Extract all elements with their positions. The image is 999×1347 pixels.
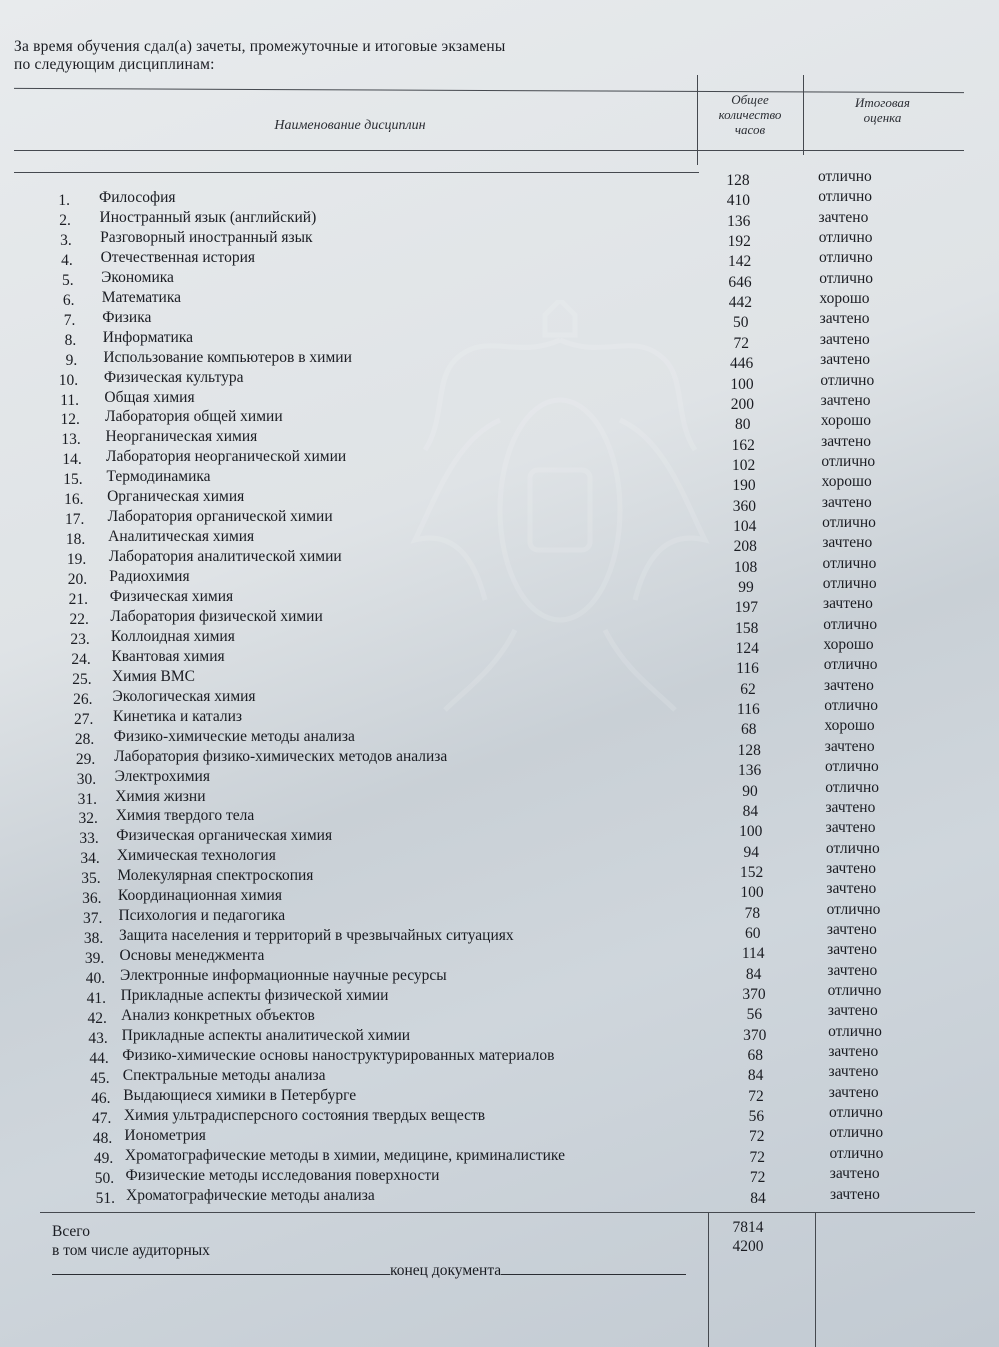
discipline-hours: 78	[744, 904, 761, 922]
table-header-bottom-border	[14, 150, 964, 151]
column-divider-1-bottom	[708, 1212, 709, 1347]
discipline-hours: 102	[731, 456, 756, 474]
discipline-hours: 72	[748, 1087, 764, 1105]
discipline-grade: отлично	[823, 615, 878, 633]
discipline-hours: 100	[740, 884, 764, 902]
discipline-name: Экологическая химия	[112, 687, 256, 705]
row-number: 41.	[86, 990, 106, 1007]
row-number: 4.	[61, 251, 73, 269]
discipline-hours: 80	[735, 416, 751, 434]
table-body-top-border	[14, 172, 699, 173]
discipline-name: Прикладные аспекты аналитической химии	[121, 1026, 411, 1044]
row-number: 11.	[60, 391, 79, 409]
discipline-name: Отечественная история	[100, 248, 256, 266]
discipline-name: Квантовая химия	[111, 647, 225, 665]
discipline-grade: отлично	[820, 371, 875, 389]
total-label: Всего	[52, 1223, 91, 1240]
discipline-hours: 116	[737, 701, 760, 719]
discipline-hours: 114	[741, 945, 765, 963]
discipline-name: Химия жизни	[115, 787, 206, 805]
discipline-name: Физико-химические методы анализа	[113, 727, 355, 745]
discipline-grade: зачтено	[819, 310, 870, 328]
row-number: 42.	[87, 1009, 107, 1027]
row-number: 12.	[60, 411, 80, 429]
row-number: 39.	[84, 950, 105, 968]
discipline-hours: 208	[733, 538, 757, 556]
end-line-dash-left	[52, 1274, 390, 1275]
discipline-hours: 442	[728, 294, 753, 312]
discipline-hours: 68	[741, 721, 757, 739]
column-header-hours-line-1: Общее	[731, 92, 769, 107]
table-top-border	[14, 88, 964, 93]
column-divider-1-top	[697, 75, 698, 165]
discipline-hours: 190	[732, 477, 756, 495]
discipline-name: Физическая органическая химия	[116, 827, 333, 845]
discipline-name: Органическая химия	[107, 488, 245, 506]
discipline-grade: отлично	[819, 269, 873, 287]
discipline-name: Физическая химия	[109, 588, 234, 605]
discipline-hours: 56	[748, 1108, 765, 1126]
discipline-name: Выдающиеся химики в Петербурге	[123, 1086, 357, 1104]
row-number: 17.	[65, 511, 85, 529]
row-number: 16.	[64, 491, 84, 509]
discipline-name: Физические методы исследования поверхности	[125, 1166, 440, 1184]
row-number: 18.	[65, 531, 86, 549]
column-header-name: Наименование дисциплин	[274, 118, 426, 133]
table-totals-top-border	[40, 1212, 975, 1213]
discipline-grade: отлично	[822, 575, 877, 592]
row-number: 13.	[61, 431, 81, 449]
discipline-hours: 99	[738, 579, 754, 596]
discipline-hours: 94	[743, 843, 759, 861]
discipline-grade: зачтено	[822, 534, 873, 552]
discipline-hours: 60	[745, 924, 761, 942]
discipline-hours: 128	[737, 741, 761, 759]
discipline-hours: 152	[739, 863, 764, 881]
discipline-hours: 84	[747, 1067, 764, 1085]
column-divider-2-bottom	[815, 1212, 816, 1347]
row-number: 51.	[95, 1189, 115, 1207]
discipline-name: Физика	[102, 308, 152, 326]
row-number: 37.	[83, 910, 103, 928]
row-number: 2.	[59, 211, 71, 229]
discipline-hours: 108	[733, 558, 758, 576]
end-line-dash-right	[501, 1274, 686, 1275]
discipline-name: Информатика	[102, 328, 193, 346]
row-number: 15.	[63, 471, 83, 489]
discipline-grade: отлично	[825, 839, 880, 857]
discipline-name: Химия ультрадисперсного состояния твердых веществ	[123, 1106, 486, 1124]
discipline-grade: отлично	[818, 229, 873, 247]
column-header-grade-line-1: Итоговая	[855, 95, 910, 110]
discipline-name: Анализ конкретных объектов	[121, 1006, 315, 1024]
discipline-grade: отлично	[818, 168, 872, 185]
discipline-hours: 136	[737, 762, 762, 780]
discipline-grade: хорошо	[824, 717, 875, 735]
discipline-grade: зачтено	[827, 1002, 878, 1020]
discipline-name: Химическая технология	[116, 847, 276, 865]
column-header-grade-line-2: оценка	[863, 110, 902, 125]
discipline-name: Координационная химия	[117, 887, 282, 905]
discipline-hours: 84	[745, 965, 762, 983]
discipline-grade: зачтено	[828, 1063, 879, 1081]
discipline-hours: 446	[729, 355, 754, 373]
discipline-grade: отлично	[821, 452, 876, 470]
discipline-grade: хорошо	[823, 636, 874, 654]
discipline-grade: хорошо	[821, 473, 872, 491]
row-number: 38.	[83, 930, 104, 948]
row-number: 31.	[77, 790, 97, 808]
row-number: 20.	[67, 571, 88, 589]
discipline-grade: зачтено	[824, 676, 874, 694]
discipline-name: Спектральные методы анализа	[122, 1066, 326, 1084]
discipline-grade: отлично	[829, 1124, 884, 1142]
row-number: 26.	[73, 690, 93, 708]
row-number: 23.	[70, 630, 90, 648]
discipline-grade: хорошо	[820, 412, 871, 430]
row-number: 48.	[92, 1129, 113, 1147]
classroom-label: в том числе аудиторных	[52, 1242, 210, 1259]
discipline-grade: зачтено	[825, 819, 876, 837]
discipline-hours: 136	[727, 212, 751, 230]
discipline-name: Использование компьютеров в химии	[103, 348, 352, 366]
discipline-hours: 72	[749, 1128, 765, 1146]
discipline-hours: 158	[735, 619, 759, 637]
discipline-grade: зачтено	[830, 1185, 880, 1203]
discipline-hours: 72	[733, 334, 749, 352]
column-header-hours-line-2: количество	[718, 107, 782, 122]
row-number: 8.	[64, 331, 77, 349]
discipline-name: Лаборатория общей химии	[104, 408, 283, 426]
row-number: 32.	[78, 810, 98, 828]
discipline-name: Основы менеджмента	[119, 947, 265, 965]
end-of-document-line	[52, 1262, 686, 1280]
discipline-grade: зачтено	[824, 737, 875, 755]
discipline-hours: 192	[727, 233, 751, 251]
discipline-name: Аналитическая химия	[108, 528, 255, 546]
discipline-hours: 370	[743, 1026, 767, 1044]
discipline-name: Лаборатория органической химии	[107, 508, 333, 526]
discipline-hours: 142	[727, 253, 752, 271]
row-number: 44.	[89, 1049, 109, 1067]
row-number: 45.	[90, 1069, 110, 1087]
row-number: 29.	[75, 750, 96, 768]
discipline-name: Экономика	[101, 268, 174, 286]
classroom-hours: 4200	[732, 1238, 764, 1255]
row-number: 33.	[79, 830, 99, 848]
row-number: 21.	[68, 591, 88, 608]
row-number: 27.	[74, 710, 94, 728]
row-number: 9.	[65, 351, 78, 369]
discipline-name: Хроматографические методы в химии, медицине, криминалистике	[124, 1146, 565, 1164]
discipline-grade: отлично	[822, 554, 877, 572]
discipline-name: Кинетика и катализ	[113, 707, 243, 725]
discipline-name: Электрохимия	[114, 767, 210, 785]
discipline-hours: 84	[750, 1189, 766, 1207]
discipline-hours: 128	[726, 172, 750, 189]
discipline-name: Иностранный язык (английский)	[99, 208, 317, 226]
discipline-name: Химия ВМС	[111, 667, 196, 685]
discipline-name: Психология и педагогика	[118, 907, 286, 925]
discipline-hours: 84	[742, 802, 759, 820]
discipline-grade: отлично	[829, 1144, 884, 1162]
discipline-grade: отлично	[823, 656, 878, 674]
discipline-name: Радиохимия	[109, 568, 190, 586]
row-number: 28.	[74, 730, 95, 748]
row-number: 6.	[62, 291, 75, 309]
row-number: 14.	[62, 451, 82, 469]
total-hours: 7814	[732, 1219, 764, 1236]
discipline-name: Математика	[101, 288, 182, 306]
discipline-grade: отлично	[824, 697, 879, 715]
row-number: 35.	[81, 870, 101, 888]
discipline-hours: 410	[726, 192, 751, 210]
discipline-name: Прикладные аспекты физической химии	[120, 987, 389, 1004]
discipline-grade: отлично	[818, 188, 873, 206]
discipline-name: Ионометрия	[124, 1126, 206, 1144]
discipline-grade: зачтено	[825, 798, 876, 816]
discipline-name: Химия твердого тела	[115, 807, 255, 825]
discipline-name: Термодинамика	[106, 468, 211, 486]
discipline-name: Разговорный иностранный язык	[100, 228, 313, 246]
row-number: 50.	[94, 1169, 115, 1187]
discipline-name: Электронные информационные научные ресурсы	[120, 967, 447, 985]
discipline-name: Философия	[99, 189, 176, 206]
row-number: 7.	[63, 311, 76, 329]
discipline-hours: 370	[742, 986, 766, 1003]
discipline-hours: 50	[733, 314, 749, 332]
discipline-grade: зачтено	[828, 1083, 879, 1101]
row-number: 10.	[58, 371, 79, 389]
discipline-grade: зачтено	[821, 493, 872, 511]
watermark-emblem-icon	[395, 300, 725, 720]
discipline-name: Неорганическая химия	[105, 428, 258, 446]
row-number: 25.	[72, 670, 92, 688]
discipline-name: Молекулярная спектроскопия	[117, 867, 314, 885]
row-number: 46.	[91, 1089, 111, 1107]
column-divider-2-top	[803, 75, 804, 155]
discipline-grade: отлично	[827, 982, 882, 999]
row-number: 5.	[61, 271, 74, 289]
discipline-grade: отлично	[822, 513, 876, 531]
discipline-name: Общая химия	[104, 388, 195, 406]
discipline-hours: 162	[731, 436, 755, 454]
discipline-grade: зачтено	[821, 432, 871, 450]
row-number: 30.	[76, 770, 97, 788]
discipline-grade: зачтено	[826, 859, 877, 877]
discipline-name: Защита населения и территорий в чрезвычайных ситуациях	[118, 927, 514, 945]
discipline-hours: 56	[746, 1006, 763, 1024]
column-header-hours	[700, 92, 800, 137]
discipline-hours: 360	[732, 497, 757, 515]
discipline-hours: 646	[728, 273, 752, 291]
row-number: 43.	[88, 1029, 108, 1047]
row-number: 24.	[71, 650, 91, 668]
discipline-grade: зачтено	[826, 880, 877, 898]
intro-line-1: За время обучения сдал(а) зачеты, промежуточные и итоговые экзамены	[14, 38, 506, 55]
discipline-name: Физическая культура	[103, 368, 244, 386]
discipline-grade: зачтено	[828, 1043, 879, 1061]
discipline-grade: отлично	[825, 778, 879, 796]
discipline-hours: 72	[749, 1169, 766, 1187]
discipline-grade: зачтено	[818, 208, 869, 226]
row-number: 49.	[93, 1149, 114, 1167]
discipline-grade: отлично	[829, 1104, 883, 1122]
discipline-hours: 90	[742, 782, 758, 800]
discipline-grade: отлично	[818, 249, 873, 267]
discipline-name: Физико-химические основы наноструктурированных материалов	[122, 1046, 555, 1064]
discipline-name: Коллоидная химия	[110, 627, 235, 645]
discipline-grade: отлично	[824, 758, 879, 776]
row-number: 40.	[85, 970, 106, 988]
discipline-grade: зачтено	[819, 330, 870, 348]
discipline-grade: хорошо	[819, 290, 870, 308]
discipline-grade: зачтено	[827, 941, 877, 959]
row-number: 1.	[58, 192, 70, 209]
discipline-name: Лаборатория физической химии	[110, 607, 323, 625]
discipline-hours: 104	[733, 517, 757, 535]
discipline-hours: 62	[740, 680, 756, 698]
discipline-hours: 100	[739, 823, 763, 841]
discipline-grade: зачтено	[820, 351, 871, 369]
discipline-name: Лаборатория неорганической химии	[106, 448, 347, 466]
discipline-name: Лаборатория физико-химических методов анализа	[114, 747, 448, 765]
discipline-name: Лаборатория аналитической химии	[108, 548, 342, 566]
discipline-grade: зачтено	[827, 961, 878, 979]
row-number: 19.	[66, 551, 87, 569]
discipline-name: Хроматографические методы анализа	[126, 1186, 375, 1204]
discipline-hours: 124	[735, 640, 759, 658]
column-header-hours-line-3: часов	[734, 122, 766, 137]
row-number: 22.	[69, 610, 89, 628]
row-number: 3.	[60, 231, 72, 249]
discipline-hours: 116	[736, 660, 759, 678]
discipline-hours: 72	[749, 1148, 765, 1166]
intro-text	[14, 38, 506, 74]
intro-line-2: по следующим дисциплинам:	[14, 56, 215, 73]
discipline-grade: зачтено	[823, 595, 873, 613]
discipline-grade: зачтено	[829, 1165, 880, 1183]
column-header-grade	[810, 95, 955, 125]
discipline-grade: отлично	[826, 900, 881, 918]
end-of-document-label: конец документа	[390, 1262, 502, 1279]
discipline-hours: 100	[730, 375, 754, 393]
discipline-grade: зачтено	[826, 920, 877, 938]
row-number: 36.	[82, 890, 102, 908]
row-number: 47.	[92, 1109, 112, 1127]
discipline-grade: зачтено	[820, 391, 871, 409]
discipline-hours: 200	[730, 395, 755, 413]
discipline-grade: отлично	[828, 1022, 882, 1040]
discipline-hours: 68	[747, 1047, 763, 1065]
row-number: 34.	[80, 850, 100, 868]
discipline-hours: 197	[734, 599, 759, 617]
